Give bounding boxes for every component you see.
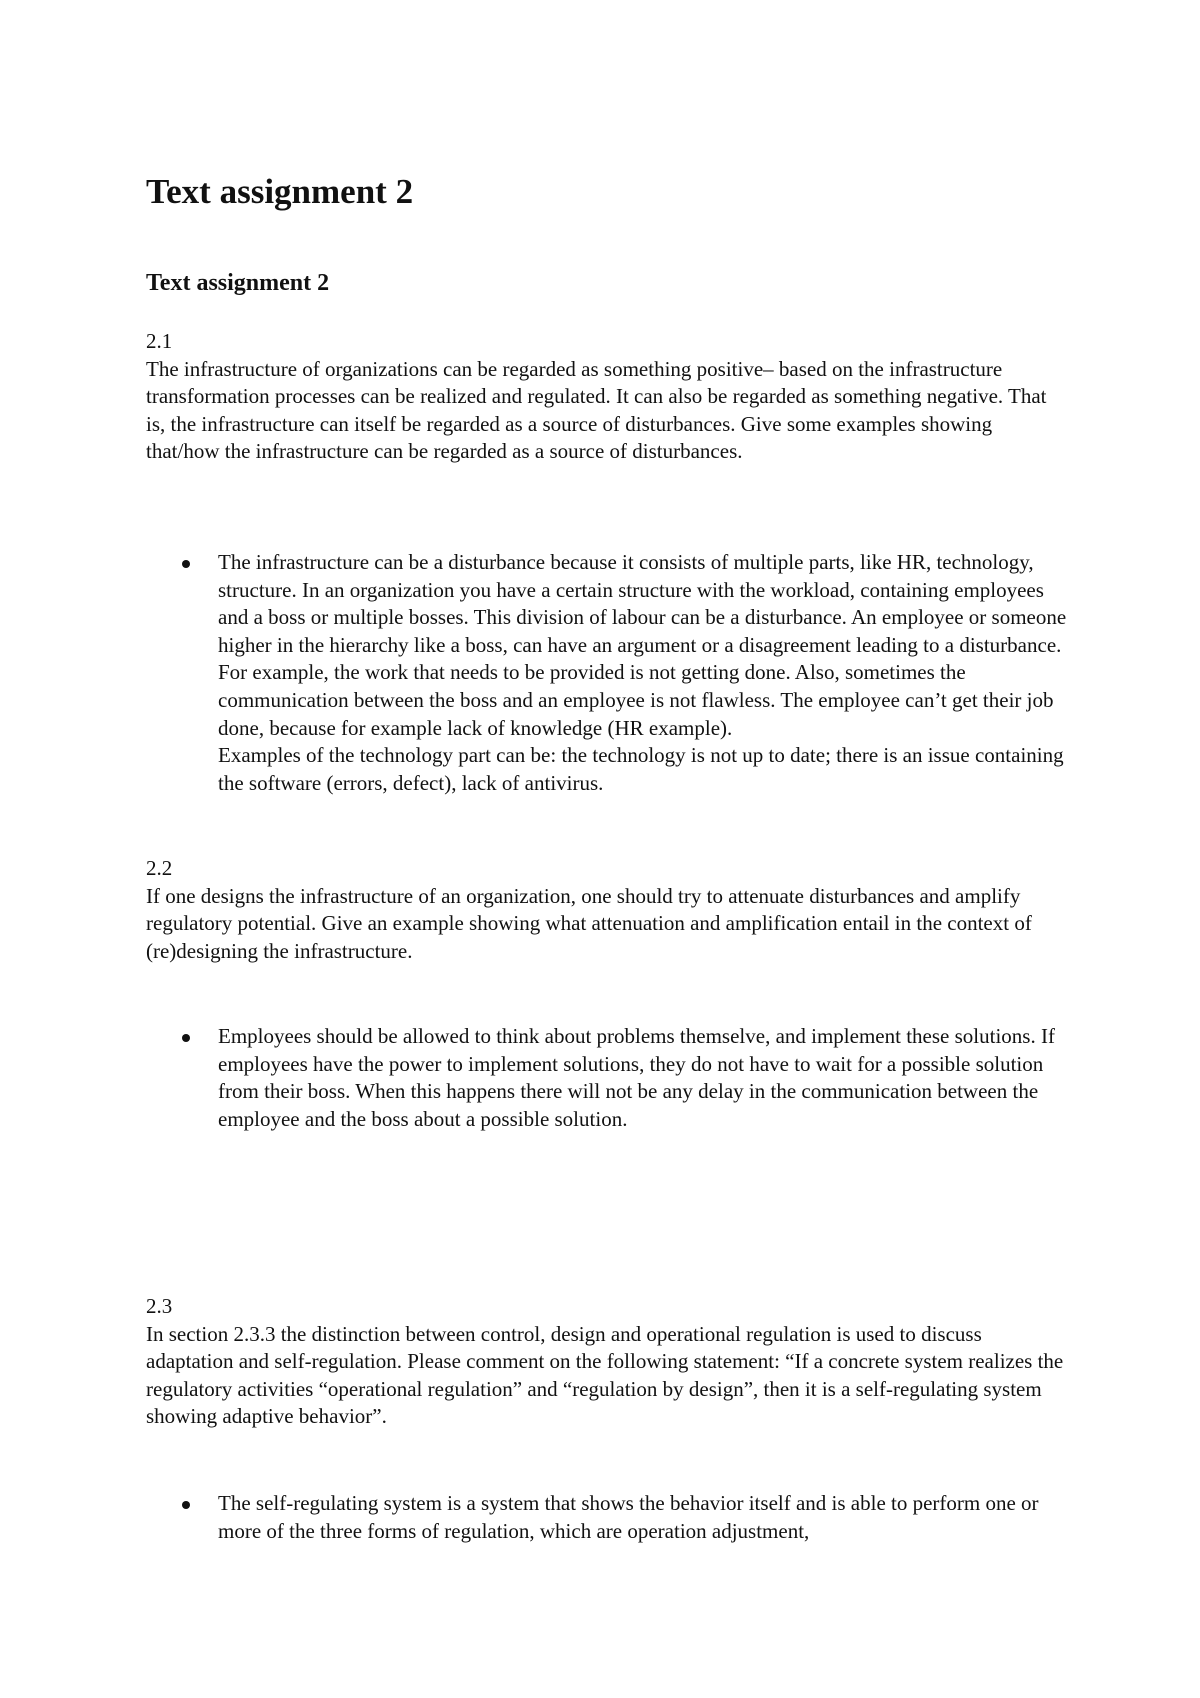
section-2-3-question xyxy=(146,1293,1066,1431)
answer-paragraph: The self-regulating system is a system that shows the behavior itself and is able to perform one or more of the three forms of regulation, which are operation adjustment, xyxy=(218,1491,1039,1543)
section-number: 2.1 xyxy=(146,329,173,353)
bullet-icon xyxy=(182,1501,190,1509)
document-subtitle: Text assignment 2 xyxy=(146,270,330,296)
answer-paragraph: The infrastructure can be a disturbance because it consists of multiple parts, like HR, technology, structure. In an organization you have a certain structure with the workload, containing employees and a boss or multiple bosses. This division of labour can be a disturbance. An employee or someone higher in the hierarchy like a boss, can have an argument or a disagreement leading to a disturbance. For example, the work that needs to be provided is not getting done. Also, sometimes the communication between the boss and an employee is not flawless. The employee can’t get their job done, because for example lack of knowledge (HR example). xyxy=(218,550,1067,740)
document-title: Text assignment 2 xyxy=(146,172,414,211)
bullet-icon xyxy=(182,560,190,568)
question-text: In section 2.3.3 the distinction between control, design and operational regulation is used to discuss adaptation and self-regulation. Please comment on the following statement: “If a concrete system realizes the regulatory activities “operational regulation” and “regulation by design”, then it is a self-regulating system showing adaptive behavior”. xyxy=(146,1321,1064,1429)
question-text: If one designs the infrastructure of an organization, one should try to attenuate disturbances and amplify regulatory potential. Give an example showing what attenuation and amplification entail in the context of (re)designing the infrastructure. xyxy=(146,883,1032,963)
section-number: 2.3 xyxy=(146,1294,173,1318)
answer-paragraph: Employees should be allowed to think about problems themselve, and implement these solutions. If employees have the power to implement solutions, they do not have to wait for a possible solution from their boss. When this happens there will not be any delay in the communication between the employee and the boss about a possible solution. xyxy=(218,1024,1055,1131)
section-2-2-question xyxy=(146,855,1066,965)
answer-paragraph: Examples of the technology part can be: the technology is not up to date; there is an issue containing the software (errors, defect), lack of antivirus. xyxy=(218,743,1064,795)
bullet-icon xyxy=(182,1034,190,1042)
question-text: The infrastructure of organizations can be regarded as something positive– based on the infrastructure transformation processes can be realized and regulated. It can also be regarded as something negative. That is, the infrastructure can itself be regarded as a source of disturbances. Give some examples showing that/how the infrastructure can be regarded as a source of disturbances. xyxy=(146,356,1047,464)
section-number: 2.2 xyxy=(146,856,173,880)
section-2-1-question xyxy=(146,328,1066,466)
